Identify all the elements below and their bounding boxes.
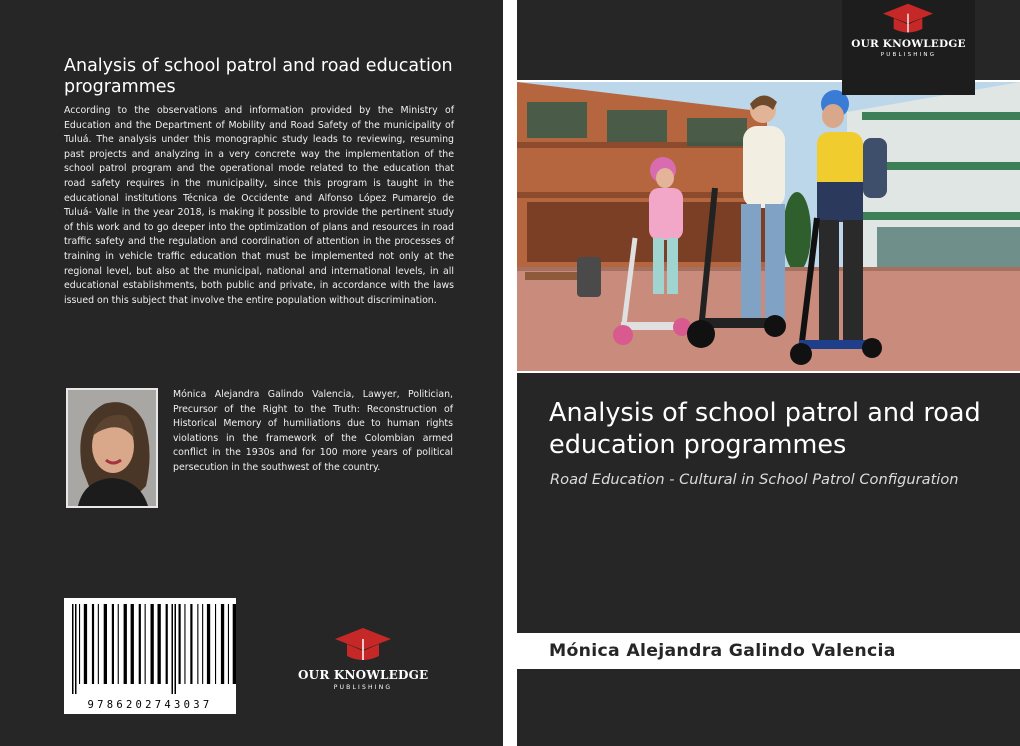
barcode-bar bbox=[175, 604, 177, 694]
cover-photo bbox=[517, 80, 1020, 373]
graduation-cap-icon bbox=[880, 2, 936, 36]
barcode-bar bbox=[98, 604, 99, 684]
barcode-bar bbox=[118, 604, 119, 684]
barcode-bar bbox=[166, 604, 168, 684]
barcode-bar bbox=[72, 604, 74, 694]
front-cover bbox=[517, 0, 1020, 746]
publisher-sub: PUBLISHING bbox=[880, 52, 937, 58]
barcode-bar bbox=[124, 604, 127, 684]
barcode-bar bbox=[84, 604, 87, 684]
publisher-sub: PUBLISHING bbox=[333, 684, 393, 691]
barcode-bar bbox=[145, 604, 146, 684]
barcode-bar bbox=[207, 604, 210, 684]
isbn-barcode bbox=[64, 598, 236, 714]
author-bar bbox=[517, 633, 1020, 669]
back-cover-blurb: According to the observations and information provided by the Ministry of Education and the Department of Mobility and Road Safety of the municipality of Tuluá. The analysis under this monographic study leads to reviewing, resuming past projects and analyzing in a very concrete way the implementation of the school patrol program and the operational mode related to the education that road safety requires in the municipality, since this program is taught in the educational institutions Técnica de Occidente and Alfonso López Pumarejo de Tuluá- Valle in the year 2018, is making it possible to provide the pertinent study of this work and to go deeper into the optimization of plans and resources in road traffic safety and the regulation and coordination of attention in the processes of training in vehicle traffic education that must be implemented not only at the regional level, but also at the municipal, national and international levels, in all educational establishments, both public and private, in accordance with the laws issued on this subject that involve the entire population without discrimination. bbox=[64, 105, 454, 306]
barcode-bar bbox=[228, 604, 229, 684]
barcode-bar bbox=[131, 604, 134, 684]
barcode-bar bbox=[197, 604, 198, 684]
barcode-bar bbox=[221, 604, 224, 684]
author-bio: Mónica Alejandra Galindo Valencia, Lawyer, Politician, Precursor of the Right to the Truth: Reconstruction of Historical Memory of humiliations due to human rights violations in the framework of the Colombian armed conflict in the 1930s and for 100 more years of political persecution in the southwest of the country. bbox=[173, 389, 453, 473]
front-cover-subtitle: Road Education - Cultural in School Patrol Configuration bbox=[550, 471, 959, 488]
barcode-bar bbox=[79, 604, 80, 684]
barcode-bar bbox=[139, 604, 141, 684]
barcode-bar bbox=[158, 604, 161, 684]
barcode-bar bbox=[184, 604, 185, 684]
barcode-bar bbox=[151, 604, 154, 684]
author-name: Mónica Alejandra Galindo Valencia bbox=[549, 641, 896, 661]
barcode-bar bbox=[190, 604, 192, 684]
barcode-bar bbox=[104, 604, 107, 684]
front-logo-box bbox=[842, 0, 975, 95]
back-publisher-logo bbox=[298, 626, 428, 691]
publisher-brand: OUR KNOWLEDGE bbox=[298, 668, 429, 682]
barcode-bar bbox=[179, 604, 181, 684]
barcode-bar bbox=[172, 604, 174, 694]
publisher-brand: OUR KNOWLEDGE bbox=[851, 38, 966, 50]
barcode-bar bbox=[215, 604, 216, 684]
back-cover-title: Analysis of school patrol and road education programmes bbox=[64, 56, 453, 97]
author-photo bbox=[66, 388, 158, 508]
back-cover bbox=[0, 0, 503, 746]
barcode-bar bbox=[202, 604, 203, 684]
barcode-bar bbox=[233, 604, 236, 684]
front-cover-title: Analysis of school patrol and road education programmes bbox=[549, 398, 981, 460]
book-spine bbox=[503, 0, 517, 746]
barcode-bar bbox=[112, 604, 114, 684]
graduation-cap-icon bbox=[333, 626, 393, 664]
isbn-digits: 9786202743037 bbox=[87, 699, 213, 711]
front-publisher-logo bbox=[842, 28, 975, 58]
barcode-bar bbox=[75, 604, 77, 694]
barcode-bar bbox=[92, 604, 94, 684]
